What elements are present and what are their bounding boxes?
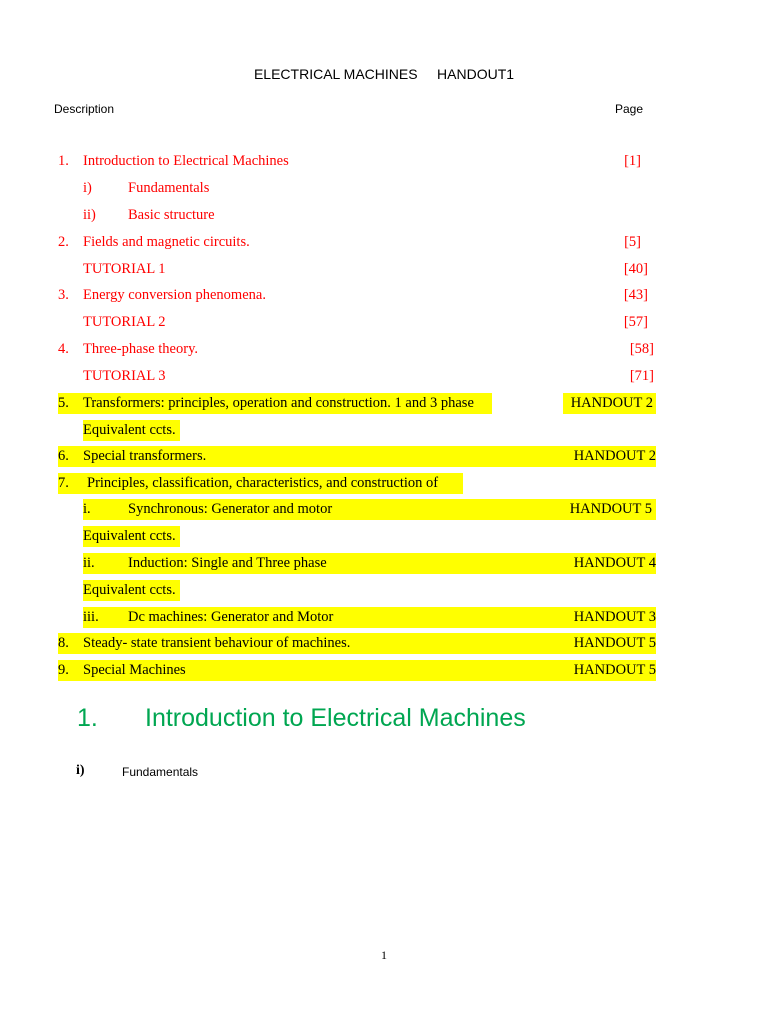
toc-text: Special transformers. xyxy=(83,448,207,464)
toc-text: Introduction to Electrical Machines xyxy=(83,153,289,169)
toc-entry xyxy=(58,285,656,306)
toc-entry xyxy=(58,312,656,333)
toc-entry-highlighted xyxy=(58,446,656,467)
toc-text: Basic structure xyxy=(128,207,215,223)
toc-number: 2. xyxy=(58,234,69,250)
toc-page: HANDOUT 4 xyxy=(573,555,656,571)
toc-number: 4. xyxy=(58,341,69,357)
toc-number: i. xyxy=(83,501,91,517)
toc-text: TUTORIAL 1 xyxy=(83,261,166,277)
toc-page: [58] xyxy=(629,341,654,357)
toc-number: 8. xyxy=(58,635,69,651)
toc-entry xyxy=(58,151,656,172)
toc-text: Equivalent ccts. xyxy=(83,582,176,598)
subsection-title: Fundamentals xyxy=(122,765,199,779)
toc-text: Synchronous: Generator and motor xyxy=(128,501,333,517)
toc-page: HANDOUT 2 xyxy=(570,395,653,411)
page-number: 1 xyxy=(381,948,387,962)
toc-entry-highlighted xyxy=(58,580,656,601)
page-column-header: Page xyxy=(615,102,644,116)
toc-entry xyxy=(58,178,656,199)
toc-entry-highlighted xyxy=(58,633,656,654)
toc-page: HANDOUT 5 xyxy=(573,662,656,678)
toc-page: HANDOUT 5 xyxy=(573,635,656,651)
toc-number: 9. xyxy=(58,662,69,678)
toc-page: [1] xyxy=(624,153,641,169)
toc-page: HANDOUT 2 xyxy=(573,448,656,464)
toc-number: iii. xyxy=(83,609,99,625)
toc-entry-highlighted xyxy=(58,473,656,494)
toc-text: Fundamentals xyxy=(128,180,210,196)
section-number: 1. xyxy=(77,704,98,732)
document-title: ELECTRICAL MACHINES HANDOUT1 xyxy=(253,66,515,82)
toc-text: TUTORIAL 2 xyxy=(83,314,166,330)
toc-entry xyxy=(58,259,656,280)
toc-page: HANDOUT 5 xyxy=(569,501,652,517)
toc-page: [40] xyxy=(623,261,648,277)
toc-text: Fields and magnetic circuits. xyxy=(83,234,250,250)
toc-text: Steady- state transient behaviour of machines. xyxy=(83,635,351,651)
toc-entry-highlighted xyxy=(58,553,656,574)
toc-page: [71] xyxy=(629,368,654,384)
toc-text: Induction: Single and Three phase xyxy=(128,555,327,571)
toc-number: 6. xyxy=(58,448,69,464)
toc-page: [57] xyxy=(623,314,648,330)
toc-page: HANDOUT 3 xyxy=(573,609,656,625)
toc-text: Special Machines xyxy=(83,662,186,678)
toc-text: Energy conversion phenomena. xyxy=(83,287,266,303)
toc-entry xyxy=(58,366,656,387)
toc-text: Equivalent ccts. xyxy=(83,422,176,438)
description-column-header: Description xyxy=(54,102,115,116)
toc-text: Transformers: principles, operation and construction. 1 and 3 phase xyxy=(83,395,474,411)
toc-entry-highlighted xyxy=(58,499,656,520)
toc-text: Three-phase theory. xyxy=(83,341,199,357)
toc-entry xyxy=(58,339,656,360)
toc-entry-highlighted xyxy=(58,526,656,547)
toc-entry xyxy=(58,205,656,226)
toc-text: Dc machines: Generator and Motor xyxy=(128,609,334,625)
toc-page: [43] xyxy=(623,287,648,303)
toc-entry-highlighted xyxy=(58,393,656,414)
toc-number: 1. xyxy=(58,153,69,169)
toc-number: ii. xyxy=(83,555,95,571)
toc-number: i) xyxy=(83,180,92,196)
toc-number: 3. xyxy=(58,287,69,303)
toc-entry-highlighted xyxy=(58,607,656,628)
toc-text: TUTORIAL 3 xyxy=(83,368,166,384)
section-title: Introduction to Electrical Machines xyxy=(145,704,526,732)
toc-entry xyxy=(58,232,656,253)
toc-entry-highlighted xyxy=(58,420,656,441)
toc-entry-highlighted xyxy=(58,660,656,681)
toc-text: Principles, classification, characteristics, and construction of xyxy=(87,475,439,491)
toc-text: Equivalent ccts. xyxy=(83,528,176,544)
subsection-number: i) xyxy=(76,763,85,778)
toc-number: 7. xyxy=(58,475,69,491)
toc-number: 5. xyxy=(58,395,69,411)
toc-number: ii) xyxy=(83,207,96,223)
toc-page: [5] xyxy=(624,234,641,250)
